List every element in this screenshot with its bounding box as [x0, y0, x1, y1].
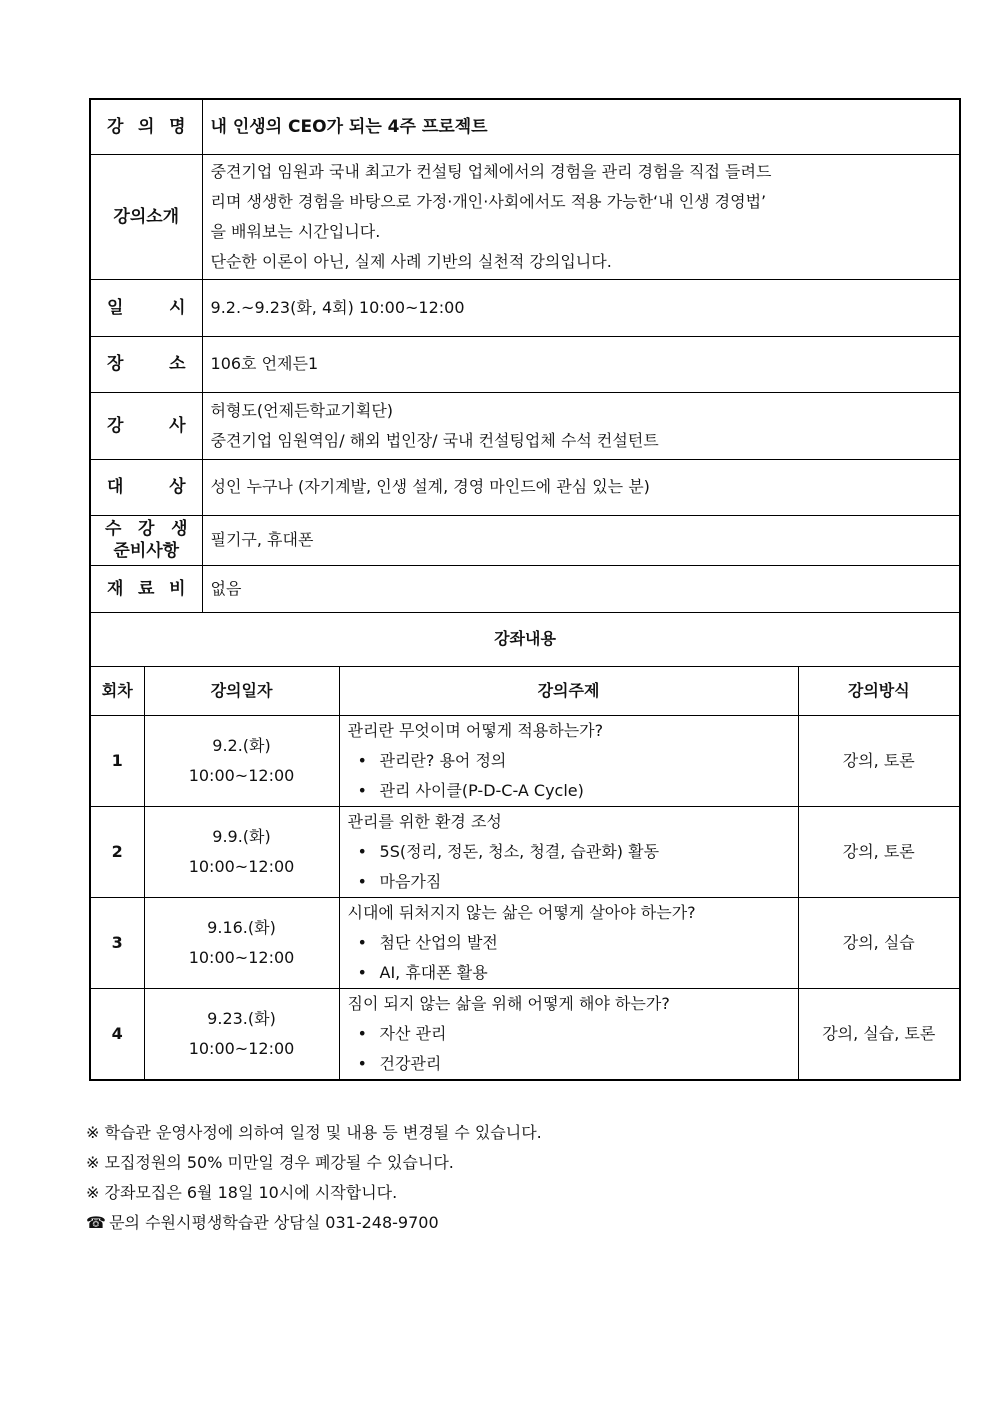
topic-bullets — [348, 837, 790, 897]
intro-line: 단순한 이론이 아닌, 실제 사례 기반의 실천적 강의입니다. — [210, 251, 612, 271]
session-date — [144, 715, 339, 806]
label-preparation — [90, 515, 202, 565]
session-topic — [339, 715, 798, 806]
note-schedule-change: ※ 학습관 운영사정에 의하여 일정 및 내용 등 변경될 수 있습니다. — [86, 1123, 542, 1142]
course-info-sheet — [89, 98, 936, 1081]
session-day: 9.9.(화) — [212, 826, 271, 846]
instructor-value — [202, 392, 960, 459]
label-course-name: 강 의 명 — [90, 99, 202, 154]
intro-line: 리며 생생한 경험을 바탕으로 가정·개인·사회에서도 적용 가능한‘내 인생 경영법’ — [210, 191, 767, 211]
session-no: 1 — [90, 715, 144, 806]
list-item: • 자산 관리 — [358, 1019, 790, 1049]
intro-text — [202, 154, 960, 279]
session-method: 강의, 토론 — [798, 715, 960, 806]
label-target: 대 상 — [90, 459, 202, 515]
session-date — [144, 897, 339, 988]
target-value: 성인 누구나 (자기계발, 인생 설계, 경영 마인드에 관심 있는 분) — [202, 459, 960, 515]
row-intro — [90, 154, 960, 279]
instructor-career: 중견기업 임원역임/ 해외 법인장/ 국내 컨설팅업체 수석 컨설턴트 — [210, 430, 659, 450]
label-preparation-line1: 수 강 생 — [105, 519, 188, 539]
preparation-value: 필기구, 휴대폰 — [202, 515, 960, 565]
section-title: 강좌내용 — [90, 612, 960, 666]
session-topic — [339, 806, 798, 897]
table-row — [90, 715, 960, 806]
course-name: 내 인생의 CEO가 되는 4주 프로젝트 — [202, 99, 960, 154]
material-fee-value: 없음 — [202, 565, 960, 612]
session-topic — [339, 897, 798, 988]
phone-icon: ☎ — [86, 1213, 106, 1232]
session-date — [144, 988, 339, 1080]
table-row — [90, 806, 960, 897]
topic-title: 짐이 되지 않는 삶을 위해 어떻게 해야 하는가? — [347, 993, 670, 1013]
label-material-fee: 재 료 비 — [90, 565, 202, 612]
list-item: • 관리란? 용어 정의 — [358, 746, 790, 776]
intro-line: 을 배워보는 시간입니다. — [210, 221, 381, 241]
session-no: 3 — [90, 897, 144, 988]
header-method: 강의방식 — [798, 666, 960, 715]
row-material-fee — [90, 565, 960, 612]
session-method: 강의, 실습, 토론 — [798, 988, 960, 1080]
header-session-no: 회차 — [90, 666, 144, 715]
note-registration-start: ※ 강좌모집은 6월 18일 10시에 시작합니다. — [86, 1183, 398, 1202]
table-row — [90, 897, 960, 988]
note-cancellation: ※ 모집정원의 50% 미만일 경우 폐강될 수 있습니다. — [86, 1153, 454, 1172]
contact-line — [86, 1208, 542, 1238]
label-location: 장 소 — [90, 336, 202, 392]
row-course-name — [90, 99, 960, 154]
session-time: 10:00~12:00 — [188, 856, 295, 876]
session-day: 9.2.(화) — [212, 735, 271, 755]
list-item: • 첨단 산업의 발전 — [358, 928, 790, 958]
row-preparation — [90, 515, 960, 565]
topic-bullets — [348, 928, 790, 988]
session-time: 10:00~12:00 — [188, 947, 295, 967]
instructor-name: 허형도(언제든학교기획단) — [210, 400, 394, 420]
session-method: 강의, 실습 — [798, 897, 960, 988]
session-no: 4 — [90, 988, 144, 1080]
list-item: • 마음가짐 — [358, 867, 790, 897]
list-item: • 5S(정리, 정돈, 청소, 청결, 습관화) 활동 — [358, 837, 790, 867]
session-time: 10:00~12:00 — [188, 765, 295, 785]
row-instructor — [90, 392, 960, 459]
session-day: 9.16.(화) — [207, 917, 276, 937]
topic-title: 관리를 위한 환경 조성 — [347, 811, 502, 831]
topic-title: 시대에 뒤처지지 않는 삶은 어떻게 살아야 하는가? — [347, 902, 696, 922]
table-row — [90, 988, 960, 1080]
list-item: • AI, 휴대폰 활용 — [358, 958, 790, 988]
header-topic: 강의주제 — [339, 666, 798, 715]
session-time: 10:00~12:00 — [188, 1038, 295, 1058]
session-date — [144, 806, 339, 897]
topic-bullets — [348, 746, 790, 806]
list-item: • 관리 사이클(P-D-C-A Cycle) — [358, 776, 790, 806]
contact-text: 문의 수원시평생학습관 상담실 031-248-9700 — [109, 1213, 439, 1232]
row-location — [90, 336, 960, 392]
label-intro: 강의소개 — [90, 154, 202, 279]
topic-bullets — [348, 1019, 790, 1079]
label-instructor: 강 사 — [90, 392, 202, 459]
notes — [86, 1118, 542, 1238]
session-topic — [339, 988, 798, 1080]
schedule-value: 9.2.~9.23(화, 4회) 10:00~12:00 — [202, 279, 960, 336]
session-day: 9.23.(화) — [207, 1008, 276, 1028]
session-method: 강의, 토론 — [798, 806, 960, 897]
row-section-title — [90, 612, 960, 666]
list-item: • 건강관리 — [358, 1049, 790, 1079]
session-no: 2 — [90, 806, 144, 897]
topic-title: 관리란 무엇이며 어떻게 적용하는가? — [347, 720, 604, 740]
label-schedule: 일 시 — [90, 279, 202, 336]
course-info-table — [89, 98, 961, 1081]
label-preparation-line2: 준비사항 — [113, 541, 180, 561]
intro-line: 중견기업 임원과 국내 최고가 컨설팅 업체에서의 경험을 관리 경험을 직접 들려드 — [210, 161, 772, 181]
location-value: 106호 언제든1 — [202, 336, 960, 392]
header-date: 강의일자 — [144, 666, 339, 715]
course-table-header — [90, 666, 960, 715]
row-schedule — [90, 279, 960, 336]
row-target — [90, 459, 960, 515]
